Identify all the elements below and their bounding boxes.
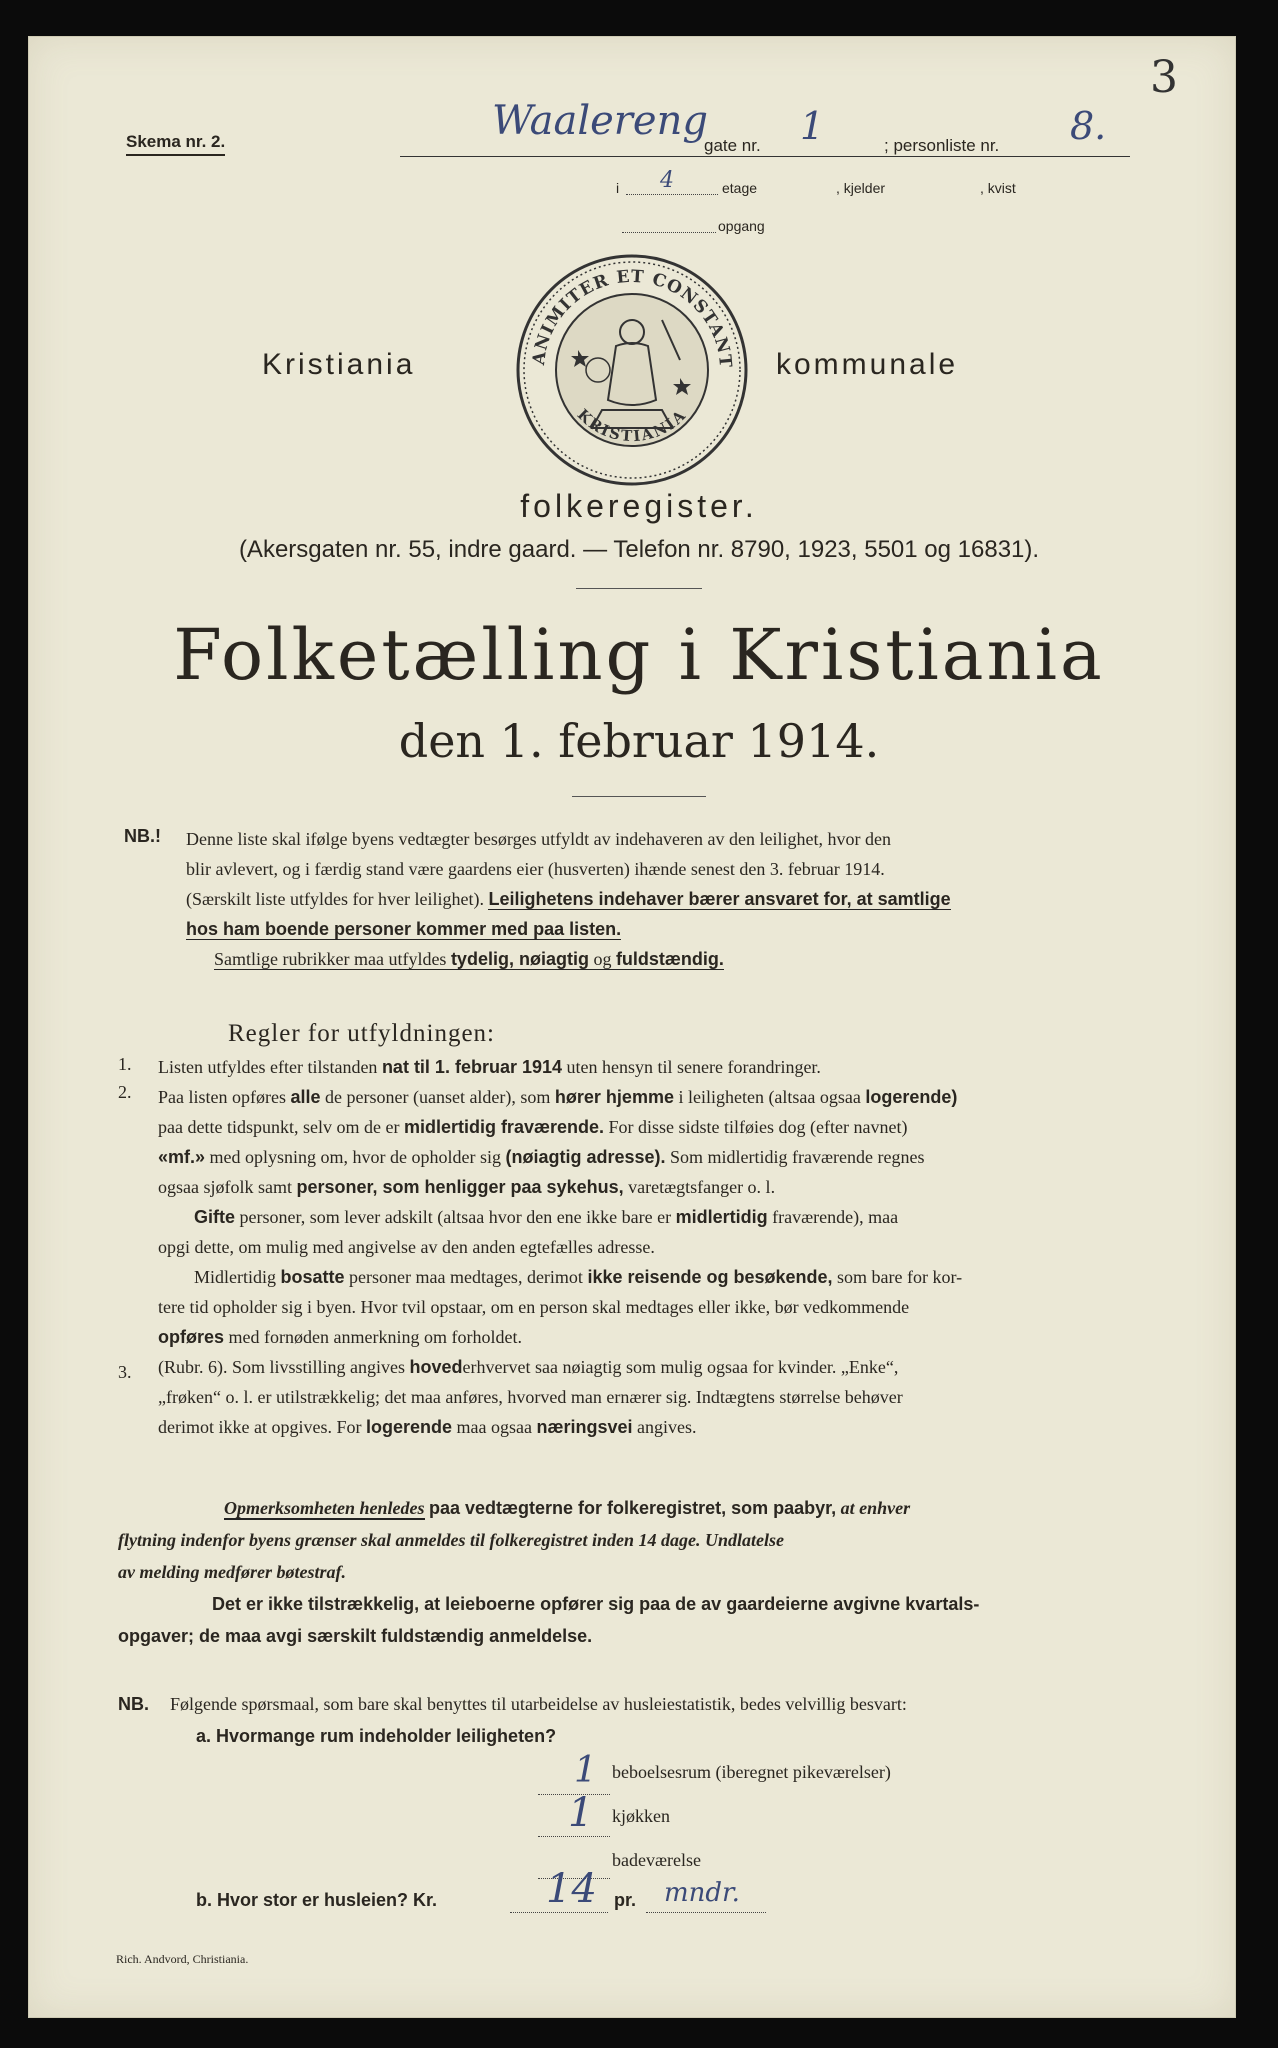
rule-1-line: Listen utfyldes efter tilstanden nat til 1. februar 1914 uten hensyn til senere forandringer. [158, 1057, 821, 1077]
rule-2-line-1: Paa listen opføres alle de personer (uanset alder), som hører hjemme i leiligheten (altsaa ogsaa logerende) [158, 1087, 958, 1107]
nb-label: NB.! [124, 826, 161, 846]
floor-line [626, 194, 718, 195]
pr-label: pr. [614, 1890, 637, 1910]
rule-1-num: 1. [118, 1054, 132, 1074]
opgang-label: opgang [718, 218, 765, 234]
printer-credit: Rich. Andvord, Christiania. [116, 1952, 249, 1966]
rule-3-num: 3. [118, 1362, 132, 1382]
midl-line-1: Midlertidig bosatte personer maa medtages, derimot ikke reisende og besøkende, som bare for kor- [194, 1267, 963, 1287]
kitchen-label: kjøkken [612, 1806, 670, 1826]
floor-handwritten: 4 [660, 168, 674, 193]
schema-label: Skema nr. 2. [126, 132, 225, 156]
gate-label: gate nr. [704, 136, 761, 155]
attention-text [118, 1492, 1232, 1652]
attention-line-3: av melding medfører bøtestraf. [118, 1562, 346, 1582]
nb-line-4-text: hos ham boende personer kommer med paa listen. [186, 919, 622, 939]
nb-line-2: blir avlevert, og i færdig stand være gaardens eier (husverten) ihænde senest den 3. februar 1914. [186, 859, 885, 879]
gifte-line-2: opgi dette, om mulig med angivelse av den anden egtefælles adresse. [158, 1237, 655, 1257]
page-subtitle: den 1. februar 1914. [398, 714, 880, 768]
kjelder-label: , kjelder [836, 180, 886, 196]
nb-line-3b: Leilighetens indehaver bærer ansvaret for, at samtlige [488, 889, 951, 909]
nb-line-3a: (Særskilt liste utfyldes for hver leilighet). [186, 889, 484, 909]
rules-text [158, 1052, 1232, 1442]
kommunale-label: kommunale [776, 348, 959, 381]
nb-line-5a: Samtlige rubrikker maa utfyldes [214, 949, 447, 969]
survey-intro: Følgende spørsmaal, som bare skal benyttes til utarbeidelse av husleiestatistik, bedes velvillig besvart: [170, 1694, 907, 1714]
attention-line-5: opgaver; de maa avgi særskilt fuldstændig anmeldelse. [118, 1626, 593, 1646]
rent-line [510, 1912, 608, 1913]
nb-line-4 [186, 914, 1232, 944]
nb-line-5 [186, 944, 1232, 974]
divider-2 [572, 796, 706, 797]
personliste-label: ; personliste nr. [884, 136, 1000, 155]
nb-line-5b: tydelig, nøiagtig [450, 949, 589, 969]
municipal-seal [512, 250, 752, 490]
nb-line-3 [186, 884, 1232, 914]
rule-2-num: 2. [118, 1082, 132, 1102]
svg-text:UNANIMITER ET CONSTANTER: ANIMITER ET CONSTANT [528, 266, 736, 370]
rent-handwritten: 14 [546, 1866, 597, 1912]
kitchen-handwritten: 1 [568, 1790, 594, 1836]
bath-label: badeværelse [612, 1850, 701, 1870]
kristiania-label: Kristiania [262, 348, 416, 381]
corner-number: 3 [1150, 52, 1178, 103]
rule-2-line-3: «mf.» med oplysning om, hvor de opholder sig (nøiagtig adresse). Som midlertidig fraværende regnes [158, 1147, 925, 1167]
kvist-label: , kvist [980, 180, 1016, 196]
question-a: a. Hvormange rum indeholder leiligheten? [196, 1726, 557, 1746]
seal-icon [512, 250, 752, 490]
nb-line-5d: fuldstændig. [615, 949, 724, 969]
attention-line-4: Det er ikke tilstrækkelig, at leieboerne opfører sig paa de av gaardeierne avgivne kvartals- [212, 1594, 980, 1614]
attention-line-2: flytning indenfor byens grænser skal anmeldes til folkeregistret inden 14 dage. Undlatelse [118, 1530, 785, 1550]
gifte-line-1: Gifte personer, som lever adskilt (altsaa hvor den ene ikke bare er midlertidig fraværende), maa [194, 1207, 899, 1227]
nb-line-1: Denne liste skal ifølge byens vedtægter besørges utfyldt av indehaveren av den leilighet, hvor den [186, 829, 891, 849]
opgang-line [622, 232, 716, 233]
rule-3-line-3: derimot ikke at opgives. For logerende maa ogsaa næringsvei angives. [158, 1417, 697, 1437]
period-handwritten: mndr. [664, 1878, 740, 1908]
nb-text [186, 824, 1232, 974]
kitchen-line [538, 1836, 610, 1837]
header-rule [400, 156, 1130, 157]
question-b: b. Hvor stor er husleien? Kr. [196, 1890, 438, 1910]
rooms-label: beboelsesrum (iberegnet pikeværelser) [612, 1762, 891, 1782]
divider-1 [576, 588, 702, 589]
midl-line-3: opføres med fornøden anmerkning om forholdet. [158, 1327, 522, 1347]
etage-label: etage [722, 180, 758, 196]
rules-heading: Regler for utfyldningen: [228, 1020, 495, 1047]
attention-line-1: Opmerksomheten henledes paa vedtægterne for folkeregistret, som paabyr, at enhver [224, 1498, 911, 1518]
street-handwritten: Waalereng [492, 98, 708, 144]
midl-line-2: tere tid opholder sig i byen. Hvor tvil opstaar, om en person skal medtages eller ikke, bør vedkommende [158, 1297, 910, 1317]
office-address: (Akersgaten nr. 55, indre gaard. — Telefon nr. 8790, 1923, 5501 og 16831). [238, 536, 1040, 563]
folkeregister-label: folkeregister. [520, 488, 758, 524]
svg-text:KRISTIANIA: KRISTIANIA [573, 405, 691, 446]
rule-2-line-2: paa dette tidspunkt, selv om de er midlertidig fraværende. For disse sidste tilføies dog (efter navnet) [158, 1117, 908, 1137]
floor-i-label: i [616, 180, 620, 196]
gate-number: 1 [800, 104, 825, 148]
rooms-handwritten: 1 [574, 1750, 597, 1791]
nb-line-5c: og [593, 949, 612, 969]
period-line [646, 1912, 766, 1913]
rule-2-line-4: ogsaa sjøfolk samt personer, som henligger paa sykehus, varetægtsfanger o. l. [158, 1177, 776, 1197]
page-title: Folketælling i Kristiania [173, 614, 1105, 696]
personliste-number: 8. [1070, 104, 1107, 148]
rule-3-line-1: (Rubr. 6). Som livsstilling angives hovederhvervet saa nøiagtig som mulig ogsaa for kvinder. „Enke“, [158, 1357, 899, 1377]
survey-nb: NB. [118, 1694, 149, 1714]
rule-3-line-2: „frøken“ o. l. er utilstrækkelig; det maa anføres, hvorved man ernærer sig. Indtægtens størrelse behøver [158, 1387, 903, 1407]
